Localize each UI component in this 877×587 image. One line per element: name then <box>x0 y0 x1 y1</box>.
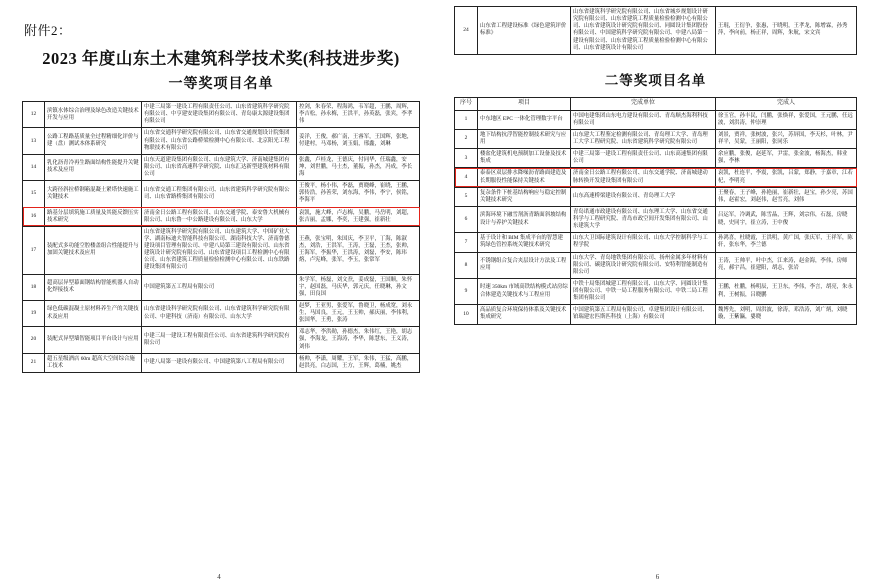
cell-unit: 山东天道建设集团有限公司、山东建筑大学、济南城建集团有限公司、山东省高速科学研究院、山东汇达新型建筑材料有限公司 <box>142 154 297 180</box>
cell-unit: 山东省交通科学研究院有限公司、山东省交通规划设计院集团有限公司、山东省公路桥梁检测中心有限公司、北京阳光工程物联技术有限公司 <box>142 128 297 154</box>
second-prize-table <box>454 97 857 325</box>
cell-people: 赵梦，王亚男，张爱军，鲁晓卫，杨成宽，刘永生，马国良，王元，王玉帅，郝庆丽，李伟利，张国华，王勇，张涛 <box>297 300 420 326</box>
table-row <box>23 207 420 226</box>
table-row <box>23 226 420 274</box>
cell-project: 乳化沥青冷再生路面结构性能提升关键技术及应用 <box>45 154 142 180</box>
cell-people: 余应鹏，张俊，赵延军，尹雷，张金波，杨海杰，韩业强，李林 <box>716 149 857 168</box>
col-header-people: 完成人 <box>716 97 857 110</box>
cell-number: 6 <box>455 206 478 232</box>
cell-people: 王俊平，杨小伟，李磊，贾晓峰，崔晓，王鹏，郭传浩，孙善荣，刘东海，李伟，李宁，侯铭，李海平 <box>297 181 420 207</box>
cell-number: 4 <box>455 168 478 187</box>
cell-project: 时速 350km 市域高铁结构模式站房综合体建造关键技术与工程应用 <box>478 278 571 304</box>
cell-project: 绿色低碳混凝土原材料养生产的关键技术及应用 <box>45 300 142 326</box>
cell-number: 10 <box>455 305 478 324</box>
table-row <box>23 154 420 180</box>
cell-project: 装配式异型墙智能项目平台设计与应用 <box>45 327 142 353</box>
cell-people: 控剑，朱春荣，程海鸿，韦军超，王鹏，周辉，李吉松，孙永梅，王洪平，孙英磊，张宾，李孝伟 <box>297 102 420 128</box>
cell-project: 楼盆化建筑机电预制加工设备及技术集成 <box>478 149 571 168</box>
cell-people: 王聚春，王子峰，孙艳丽，崔新壮，赵宝，孙少亮，苏国伟，赵霍宏，刘赵伟，赵雪亮，刘伟 <box>716 187 857 206</box>
cell-unit: 山东建大工程鉴定检测有限公司、青岛理工大学、青岛理工大学工程研究院、山东省建筑科学研究院有限公司 <box>571 129 716 148</box>
page-title: 2023 年度山东土木建筑科学技术奖(科技进步奖) <box>42 49 400 68</box>
col-header-unit: 完成单位 <box>571 97 716 110</box>
table-row <box>455 110 857 129</box>
cell-unit: 中国建筑第五工程局有限公司 <box>142 274 297 300</box>
cell-people: 袁凯，施大峰，卢志梅，吴鹏，马岳明，刘超，张吉丽，孟娜，李奕，王建强，崔新壮 <box>297 207 420 226</box>
table-row <box>455 187 857 206</box>
table-row <box>455 168 857 187</box>
cell-number: 8 <box>455 252 478 278</box>
cell-people: 袁凯，杜连平，李震，张凯，吕蒙，郑静，于嘉章，江若杞，李明亮 <box>716 168 857 187</box>
table-row <box>23 353 420 372</box>
left-table-wrap <box>22 101 420 373</box>
cell-number: 21 <box>23 353 45 372</box>
cell-people: 徐玉官，孙丰民，闫鹏，张焕祥，张爱国，王元鹏，任远波，刘洪涛，仲崇理 <box>716 110 857 129</box>
table-row <box>455 278 857 304</box>
cell-project: 基于设计和 BIM 集成平台的智慧建筑绿色管控系统关键技术研究 <box>478 233 571 252</box>
cell-unit: 青岛诺通市政建设有限公司、山东理工大学、山东省交通科学与工程研究院、青岛市政空间开发集团有限公司、山东建筑大学 <box>571 206 716 232</box>
cell-people: 张鑫，卢桂龙，王德庆，付同华，任瑞鑫，安坤，刘世鹏，马士杰，董振，孙杰，冯成，李长海 <box>297 154 420 180</box>
cell-project: 滨镇水体综合治理及绿色改造关键技术开发与应用 <box>45 102 142 128</box>
cell-people: 王涛，王帅平，叶中杰，江来涛，赵金海，李伟，房师亮，郝宇昌，崔建阳，胡志，张岩 <box>716 252 857 278</box>
cell-people: 邓志华，李洪勋，孙德杰，朱伟红，王艳，胡志强，李海龙，王海涛，李华，陈慧东，王义涛，刘伟 <box>297 327 420 353</box>
table-row <box>455 305 857 324</box>
cell-unit: 山东高速桥梁建设有限公司、青岛理工大学 <box>571 187 716 206</box>
cell-project: 公路工程路基质量全过程精细化评价与建（盘）测试本体系研究 <box>45 128 142 154</box>
cell-number: 2 <box>455 129 478 148</box>
page-subtitle: 一等奖项目名单 <box>168 77 274 92</box>
cell-unit: 济南金日公路工程有限公司、山东交通学院、济南城建动脉转换开发建设集团有限公司 <box>571 168 716 187</box>
cell-project: 复杂条件下桩基结构响应与稳定控制关键技术研究 <box>478 187 571 206</box>
cell-project: 山东省工程建设标准《绿色建筑评价标准》 <box>478 7 571 55</box>
cell-people: 王琨，王衍争，张惠，于晓明，王孝龙，陈增霖，孙秀萍，李向前，杨正祥，周辉，朱航，宋文宾 <box>716 7 857 55</box>
cell-people: 姜洋，王俊，郝广南，王睿军，王国辉，张地，付建村，马邓杨，刘玉娟，邢鑫，刘琳 <box>297 128 420 154</box>
cell-people: 王鹏，杜鹏，杨明辰，王卫东，李伟，李言，胡亮，朱永利，王树振，吕晓鹏 <box>716 278 857 304</box>
cell-unit: 中建三局第一建设工程有限责任公司、山东省建筑科学研究院有限公司、中亨建安建设集团有限公司、青岛康太源建设集团有限公司 <box>142 102 297 128</box>
spacer <box>454 57 857 67</box>
cell-project: 滨海环境下融雪剂沥青路面斜坡结构设计与养护关键技术 <box>478 206 571 232</box>
cell-unit: 中建八局第一建设有限公司、中国建筑第八工程局有限公司 <box>142 353 297 372</box>
cell-unit: 中建三局一建设工程有限责任公司、山东省建筑科学研究院有限公司 <box>142 327 297 353</box>
attachment-label: 附件2： <box>24 23 72 38</box>
cell-unit: 中国电建集团山东电力建设有限公司、青岛顺杰海利科技有限公司 <box>571 110 716 129</box>
cell-number: 12 <box>23 102 45 128</box>
table-row <box>455 149 857 168</box>
cell-number: 1 <box>455 110 478 129</box>
cell-number: 17 <box>23 226 45 274</box>
table-row <box>23 102 420 128</box>
cell-number: 9 <box>455 278 478 304</box>
cell-project: 泰泰区双层排水降噪沥青路面建造及长期服役性能保持关键技术 <box>478 168 571 187</box>
cell-project: 地下结构抗浮智能控制技术研究与应用 <box>478 129 571 148</box>
cell-project: 路基分层填筑施工质量及其能反馈压实技术研究 <box>45 207 142 226</box>
cell-number: 16 <box>23 207 45 226</box>
cell-unit: 山东大卫国际建筑设计有限公司、山东大学控制科学与工程学院 <box>571 233 716 252</box>
left-page-number: 4 <box>217 573 221 581</box>
continued-table <box>454 6 857 55</box>
cell-project: 大跨径斜拉桥钢箱混凝土紧塔快速施工关键技术 <box>45 181 142 207</box>
table-row <box>23 128 420 154</box>
cell-people: 杨帅，李潇，周耀，王军，朱伟，王猛，高鹏，赵洪亮，白志国，王方，王辉，葛楠，姚杰 <box>297 353 420 372</box>
cell-people: 王燕，张宝明，朱国庆，李卫平，丁海，陈淑杰，刘浩，王洪军，王涛，王磊，王杰，张帅，王海军，李振华，王洪涛，刘磊，李安，陈玮熔，卢宪峰，张军，李玉，张常军 <box>297 226 420 274</box>
cell-unit: 山东省建筑科学研究院有限公司、山东建筑大学、中国矿业大学、湖南标迪夫智能科技有限公司、湖南科技大学、济南鲁德建设项目管理有限公司、中建八局第三建设有限公司、山东省建筑设计研究院有限公司、山东省建设项目工程检测中心有限公司、山东省建筑工程质量检验检测中心有限公司、山东铁路建设集团有限公司 <box>142 226 297 274</box>
table-row <box>455 252 857 278</box>
cell-number: 13 <box>23 128 45 154</box>
cell-project: 高品质复合环境保持体系及关键技术集成研究 <box>478 305 571 324</box>
cell-project: 超五星级酒店 60m 超高大空间综合施工技术 <box>45 353 142 372</box>
cell-number: 15 <box>23 181 45 207</box>
cell-number: 7 <box>455 233 478 252</box>
cell-unit: 山东省交通工程集团有限公司、山东省建筑科学研究院有限公司、山东省路桥集团有限公司 <box>142 181 297 207</box>
cell-number: 3 <box>455 149 478 168</box>
table-row <box>455 206 857 232</box>
cell-people: 孙鸿喜，杜晓霞，王洪明，黄广国，张庆军，王祥军，陈轩，张东华，李兰德 <box>716 233 857 252</box>
right-page-number: 6 <box>655 573 660 581</box>
first-prize-table <box>22 101 420 373</box>
cell-unit: 山东大学、青岛地铁集团有限公司、扬州金属多年材料有限公司、碳建筑设计研究院有限公司、安特利智能制造有限公司 <box>571 252 716 278</box>
table-header-row <box>455 97 857 110</box>
cell-people: 朱学军，杨磊，刘文焘，姜成磊，王国顺，朱怀宇，赵国磊，马庆华，郭元庆，任晓琳，孙文强，田良国 <box>297 274 420 300</box>
cell-number: 18 <box>23 274 45 300</box>
table-row <box>23 327 420 353</box>
col-header-num: 序号 <box>455 97 478 110</box>
second-prize-title: 二等奖项目名单 <box>604 72 707 88</box>
right-page <box>438 0 877 587</box>
table-row <box>455 233 857 252</box>
table-row <box>23 300 420 326</box>
cell-project: 不锈钢组合复合夹层设计方法及工程应用 <box>478 252 571 278</box>
cell-number: 19 <box>23 300 45 326</box>
cell-number: 14 <box>23 154 45 180</box>
col-header-project: 项目 <box>478 97 571 110</box>
cell-number: 20 <box>23 327 45 353</box>
cell-people: 刘景，贾祥，张树波，张兴，苏屏国，李天杉，叶林，尹祥平，吴蒙，王丽阳，张同乐 <box>716 129 857 148</box>
table-row <box>455 7 857 55</box>
cell-number: 5 <box>455 187 478 206</box>
cell-unit: 山东省建设科学研究院有限公司、山东省建筑科学研究院有限公司、中建科技（济南）有限公司、山东大学 <box>142 300 297 326</box>
table-row <box>455 129 857 148</box>
cell-unit: 中建三局第一建设工程有限责任公司、山东高速集团有限公司 <box>571 149 716 168</box>
cell-project: 装配式多功能空腔楼盖组合性能提升与加固关键技术及应用 <box>45 226 142 274</box>
cell-people: 魏博先，刘明，周洪波，徐涛，邓浩涛，刘广炳，刘晓璇，王紫瀛，婁晓 <box>716 305 857 324</box>
cell-unit: 济南金日公路工程有限公司、山东交通学院、泰安鲁大机械有限公司、山东鲁一中公路建设有限公司、山东大学 <box>142 207 297 226</box>
table-row <box>23 181 420 207</box>
left-page <box>0 0 438 587</box>
cell-unit: 中铁十局集团城建工程有限公司、山东大学、同圆设计集团有限公司、中铁一局工程服务有限公司、中铁二局工程集团有限公司 <box>571 278 716 304</box>
cell-people: 吕运军，冷调武，陈雪晶，王辉，刘宗伟，石磊，房晓晓，史同宇，崔立涛，王中俊 <box>716 206 857 232</box>
cell-number: 24 <box>455 7 478 55</box>
cell-project: 中东地区 EPC 一体化管理数字平台 <box>478 110 571 129</box>
cell-unit: 山东省建筑科学研究院有限公司、山东省城乡规划设计研究院有限公司、山东省建筑工程质量检验检测中心有限公司、山东省建筑设计研究院有限公司、同圆设计集团股份有限公司、中国建筑科学研究院有限公司、中建八局第一建设有限公司、山东省建筑工程质量检验检测中心有限公司、山东省建筑设计有限公司 <box>571 7 716 55</box>
cell-project: 超高层异型幕面钢结构智能机器人自动化焊接技术 <box>45 274 142 300</box>
cell-unit: 中国建筑第五工程局有限公司、卓建集团设计有限公司、铂瑞建宏匹斯匹科技（上海）有限公司 <box>571 305 716 324</box>
table-row <box>23 274 420 300</box>
